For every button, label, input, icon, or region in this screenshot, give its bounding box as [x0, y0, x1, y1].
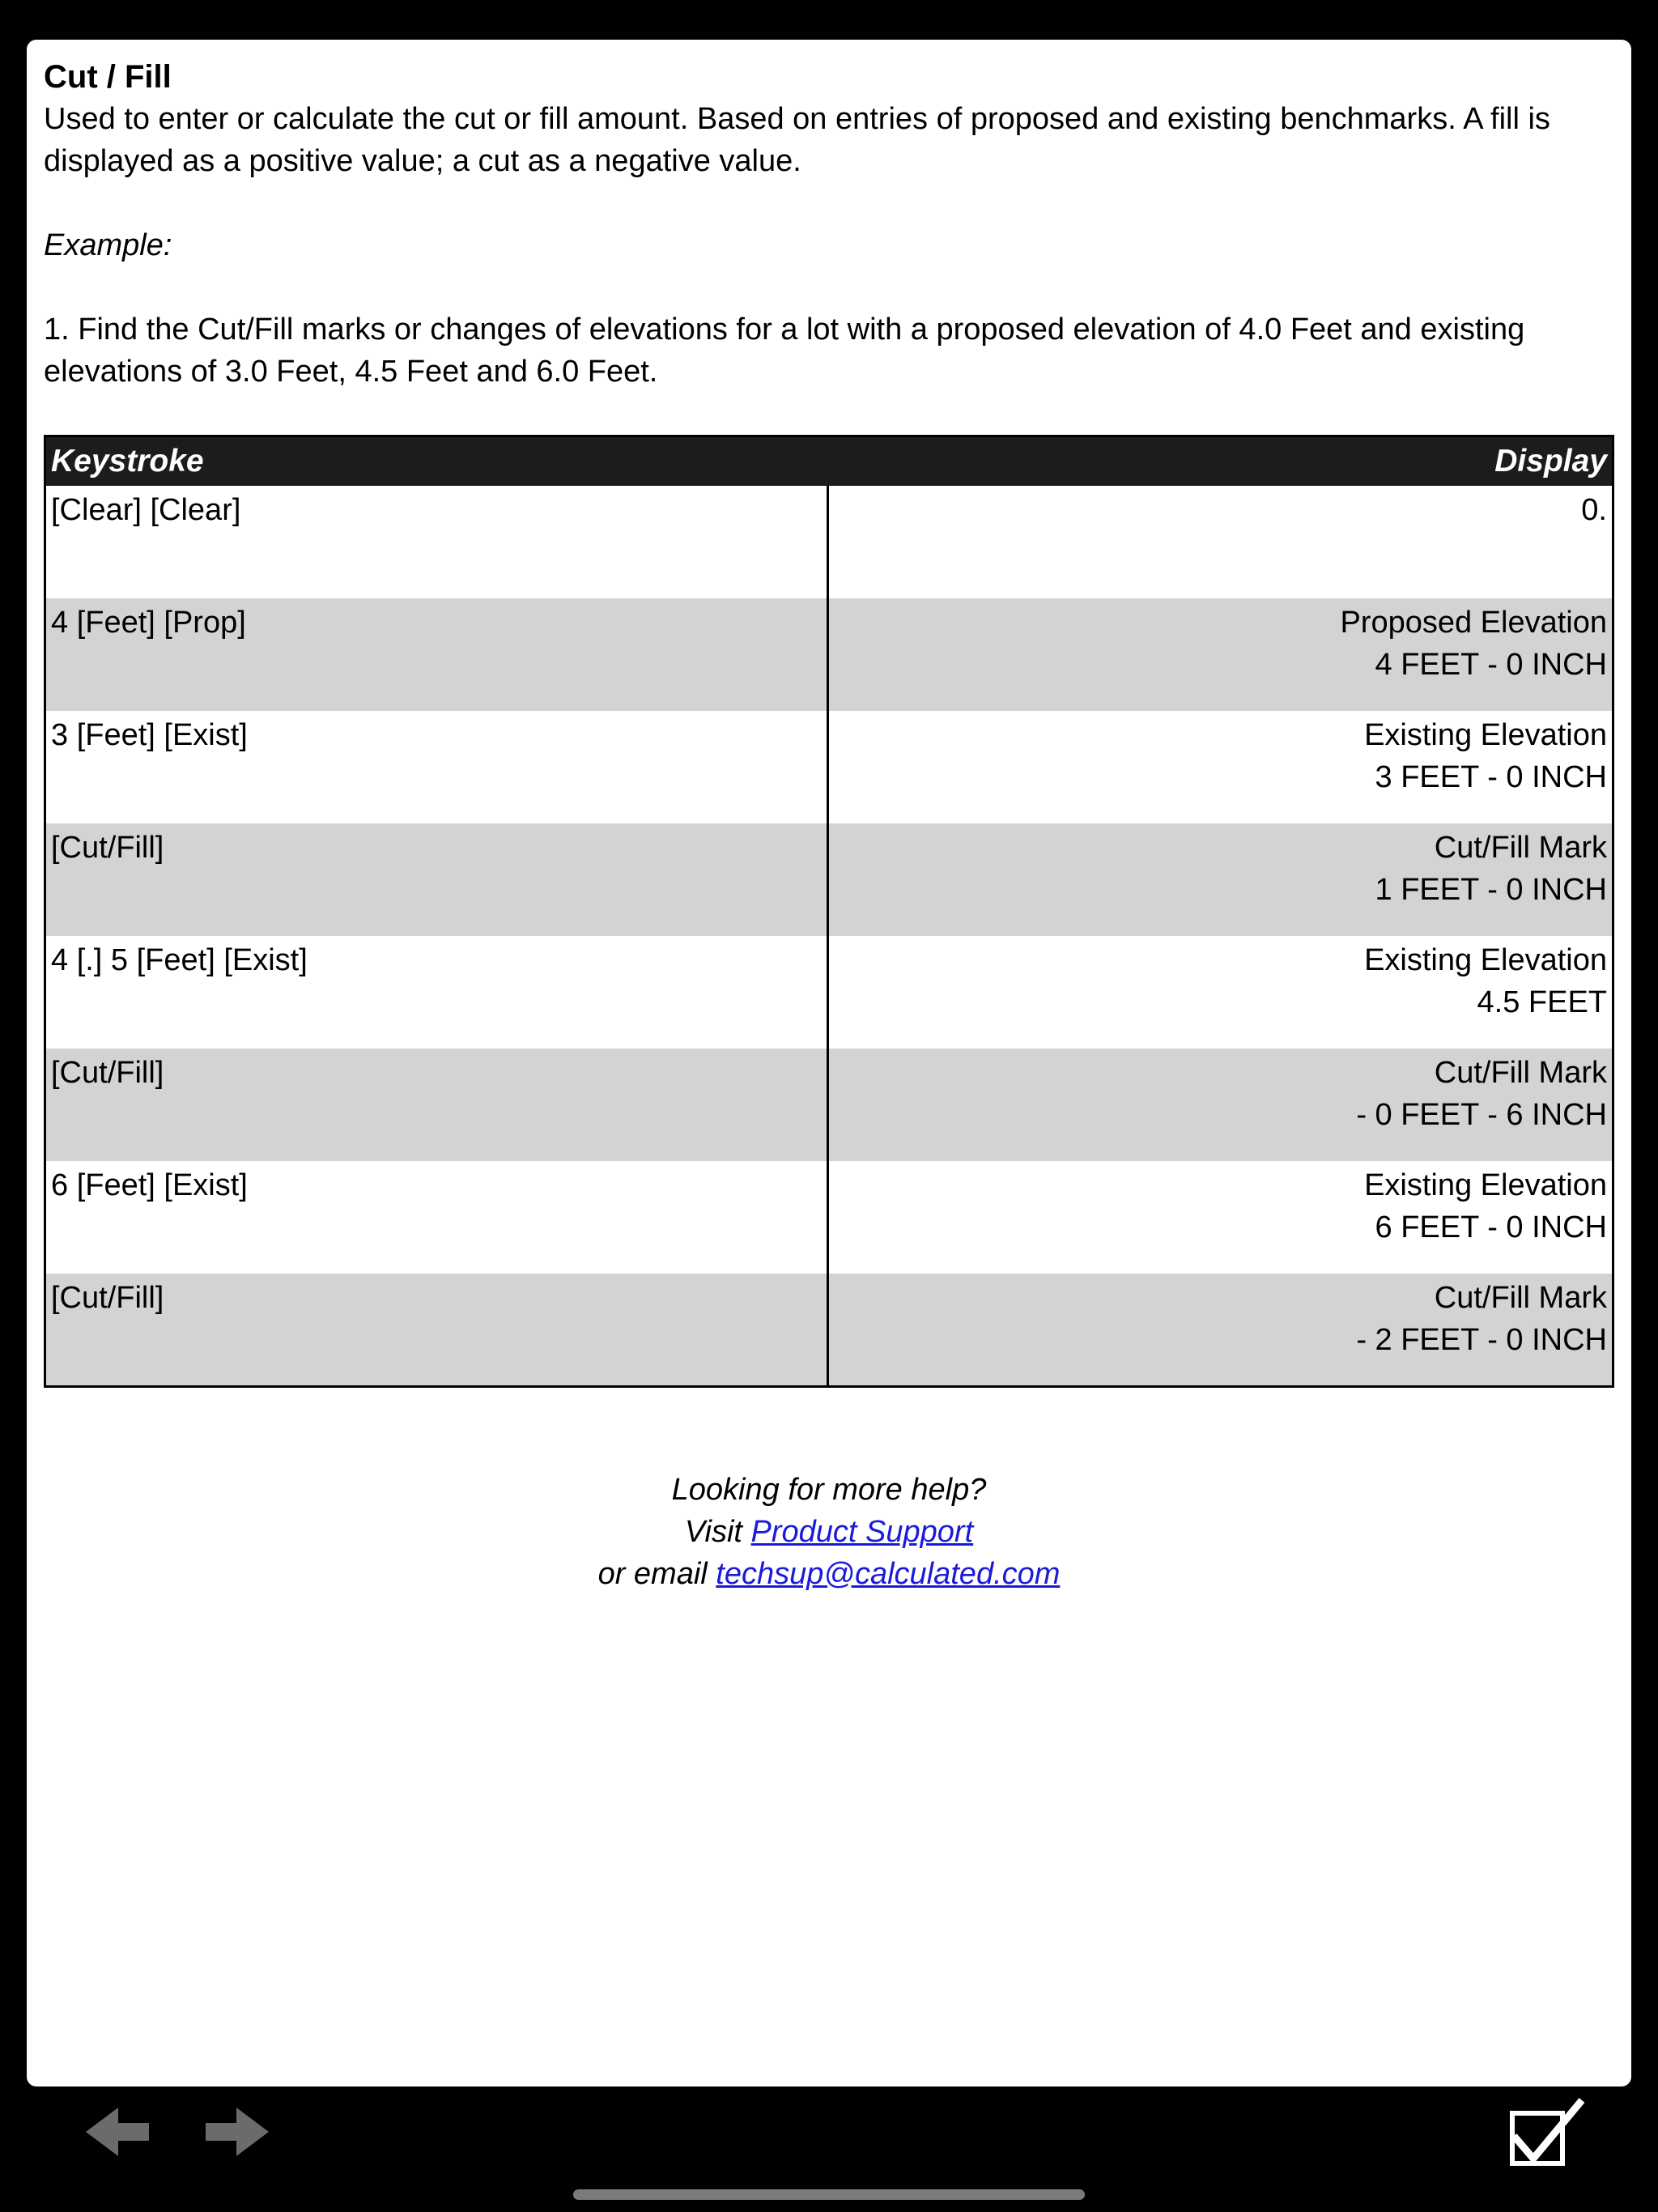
display-line: Cut/Fill Mark [1434, 1056, 1607, 1090]
visit-line [44, 1511, 1614, 1553]
home-indicator[interactable] [573, 2189, 1085, 2200]
display-cell [828, 1274, 1613, 1386]
display-header: Display [828, 436, 1613, 487]
help-page [27, 40, 1631, 2087]
page-title: Cut / Fill [44, 59, 172, 95]
keystroke-cell: 3 [Feet] [Exist] [45, 711, 828, 823]
visit-prefix: Visit [684, 1514, 751, 1549]
email-line [44, 1553, 1614, 1595]
example-label: Example: [44, 228, 172, 262]
keystroke-cell: [Cut/Fill] [45, 1274, 828, 1386]
keystroke-table [44, 435, 1614, 1388]
table-row [45, 936, 1613, 1049]
keystroke-cell: 4 [Feet] [Prop] [45, 598, 828, 711]
keystroke-header: Keystroke [45, 436, 828, 487]
display-line: Existing Elevation [1364, 718, 1607, 752]
arrow-right-icon [206, 2105, 278, 2159]
display-cell [828, 486, 1613, 598]
display-cell [828, 936, 1613, 1049]
email-link[interactable]: techsup@calculated.com [716, 1556, 1061, 1591]
display-line: 0. [1581, 493, 1607, 527]
display-line: Proposed Elevation [1340, 606, 1607, 640]
display-line: 6 FEET - 0 INCH [1375, 1210, 1607, 1244]
help-footer [44, 1469, 1614, 1595]
keystroke-cell: [Cut/Fill] [45, 1049, 828, 1161]
display-line: Cut/Fill Mark [1434, 1281, 1607, 1315]
display-cell [828, 1161, 1613, 1274]
done-button[interactable] [1506, 2095, 1587, 2168]
email-prefix: or email [597, 1556, 716, 1591]
display-line: 3 FEET - 0 INCH [1375, 760, 1607, 794]
forward-button[interactable] [206, 2105, 278, 2159]
display-cell [828, 823, 1613, 936]
display-line: 1 FEET - 0 INCH [1375, 873, 1607, 907]
display-line: 4.5 FEET [1477, 985, 1607, 1019]
keystroke-cell: 6 [Feet] [Exist] [45, 1161, 828, 1274]
example-text: 1. Find the Cut/Fill marks or changes of elevations for a lot with a proposed elevation of 4.0 Feet and existing elevations of 3.0 Feet, 4.5 Feet and 6.0 Feet. [44, 313, 1525, 389]
table-row [45, 711, 1613, 823]
display-cell [828, 711, 1613, 823]
display-line: - 0 FEET - 6 INCH [1356, 1098, 1607, 1132]
checkbox-checked-icon [1506, 2095, 1587, 2168]
table-row [45, 598, 1613, 711]
display-line: Existing Elevation [1364, 1168, 1607, 1202]
keystroke-cell: [Clear] [Clear] [45, 486, 828, 598]
display-line: 4 FEET - 0 INCH [1375, 648, 1607, 682]
display-line: - 2 FEET - 0 INCH [1356, 1323, 1607, 1357]
display-line: Existing Elevation [1364, 943, 1607, 977]
keystroke-cell: [Cut/Fill] [45, 823, 828, 936]
table-row [45, 1274, 1613, 1386]
display-cell [828, 598, 1613, 711]
arrow-left-icon [86, 2105, 159, 2159]
back-button[interactable] [86, 2105, 159, 2159]
keystroke-cell: 4 [.] 5 [Feet] [Exist] [45, 936, 828, 1049]
table-row [45, 486, 1613, 598]
table-row [45, 1049, 1613, 1161]
display-cell [828, 1049, 1613, 1161]
table-row [45, 823, 1613, 936]
table-header-row [45, 436, 1613, 487]
help-prompt: Looking for more help? [671, 1472, 987, 1507]
table-row [45, 1161, 1613, 1274]
description-text: Used to enter or calculate the cut or fill amount. Based on entries of proposed and existing benchmarks. A fill is displayed as a positive value; a cut as a negative value. [44, 102, 1550, 178]
display-line: Cut/Fill Mark [1434, 831, 1607, 865]
product-support-link[interactable]: Product Support [750, 1514, 974, 1549]
